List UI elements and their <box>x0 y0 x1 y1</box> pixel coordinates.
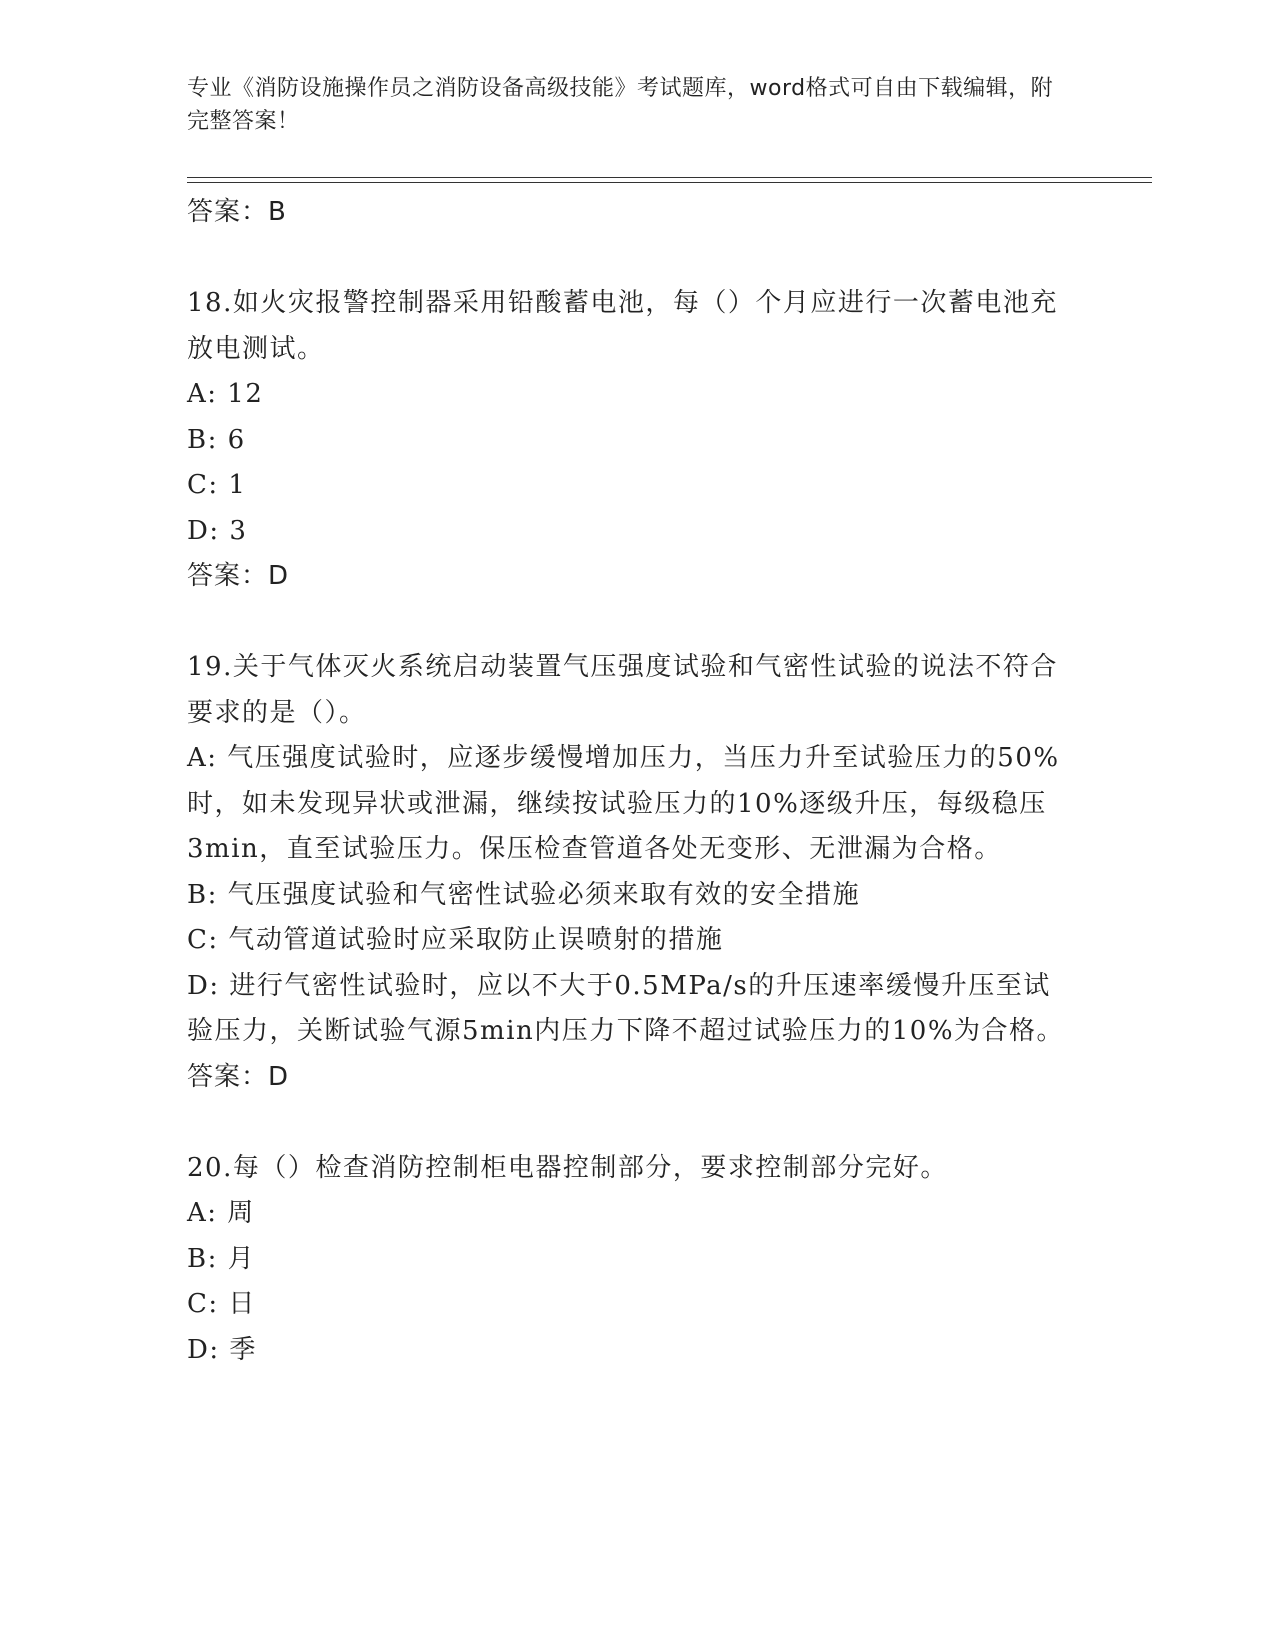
option-c: C: 气动管道试验时应采取防止误喷射的措施 <box>187 925 724 955</box>
option-a: A: 气压强度试验时，应逐步缓慢增加压力，当压力升至试验压力的50%时，如未发现异状或泄漏，继续按试验压力的10%逐级升压，每级稳压3min，直至试验压力。保压检查管道各处无变形、无泄漏为合格。 <box>187 743 1060 864</box>
option-d: D: 3 <box>187 515 248 546</box>
answer-label: 答案：B <box>187 197 287 227</box>
option-d: D: 季 <box>187 1334 257 1365</box>
question-text: 18.如火灾报警控制器采用铅酸蓄电池，每（）个月应进行一次蓄电池充放电测试。 <box>187 288 1058 364</box>
question-text: 19.关于气体灭火系统启动装置气压强度试验和气密性试验的说法不符合要求的是（）。 <box>187 652 1058 728</box>
option-c: C: 日 <box>187 1289 256 1319</box>
question-19 <box>187 645 1067 1100</box>
option-b: B: 月 <box>187 1243 256 1274</box>
option-c: C: 1 <box>187 470 247 500</box>
question-text: 20.每（）检查消防控制柜电器控制部分，要求控制部分完好。 <box>187 1152 948 1183</box>
header-divider <box>187 177 1152 178</box>
option-b: B: 气压强度试验和气密性试验必须来取有效的安全措施 <box>187 879 861 910</box>
spacer <box>187 235 1067 281</box>
question-20 <box>187 1146 1067 1374</box>
spacer <box>187 599 1067 645</box>
option-a: A: 12 <box>187 379 264 409</box>
option-a: A: 周 <box>187 1198 255 1228</box>
question-18 <box>187 281 1067 599</box>
answer-label: 答案：D <box>187 561 290 591</box>
spacer <box>187 1100 1067 1146</box>
header-divider-second <box>187 182 1152 183</box>
page-header: 专业《消防设施操作员之消防设备高级技能》考试题库，word格式可自由下载编辑，附完整答案！ <box>187 76 1054 134</box>
option-b: B: 6 <box>187 424 246 455</box>
option-d: D: 进行气密性试验时，应以不大于0.5MPa/s的升压速率缓慢升压至试验压力，关断试验气源5min内压力下降不超过试验压力的10%为合格。 <box>187 970 1065 1046</box>
answer-label: 答案：D <box>187 1061 290 1092</box>
question-list <box>187 190 1067 1373</box>
